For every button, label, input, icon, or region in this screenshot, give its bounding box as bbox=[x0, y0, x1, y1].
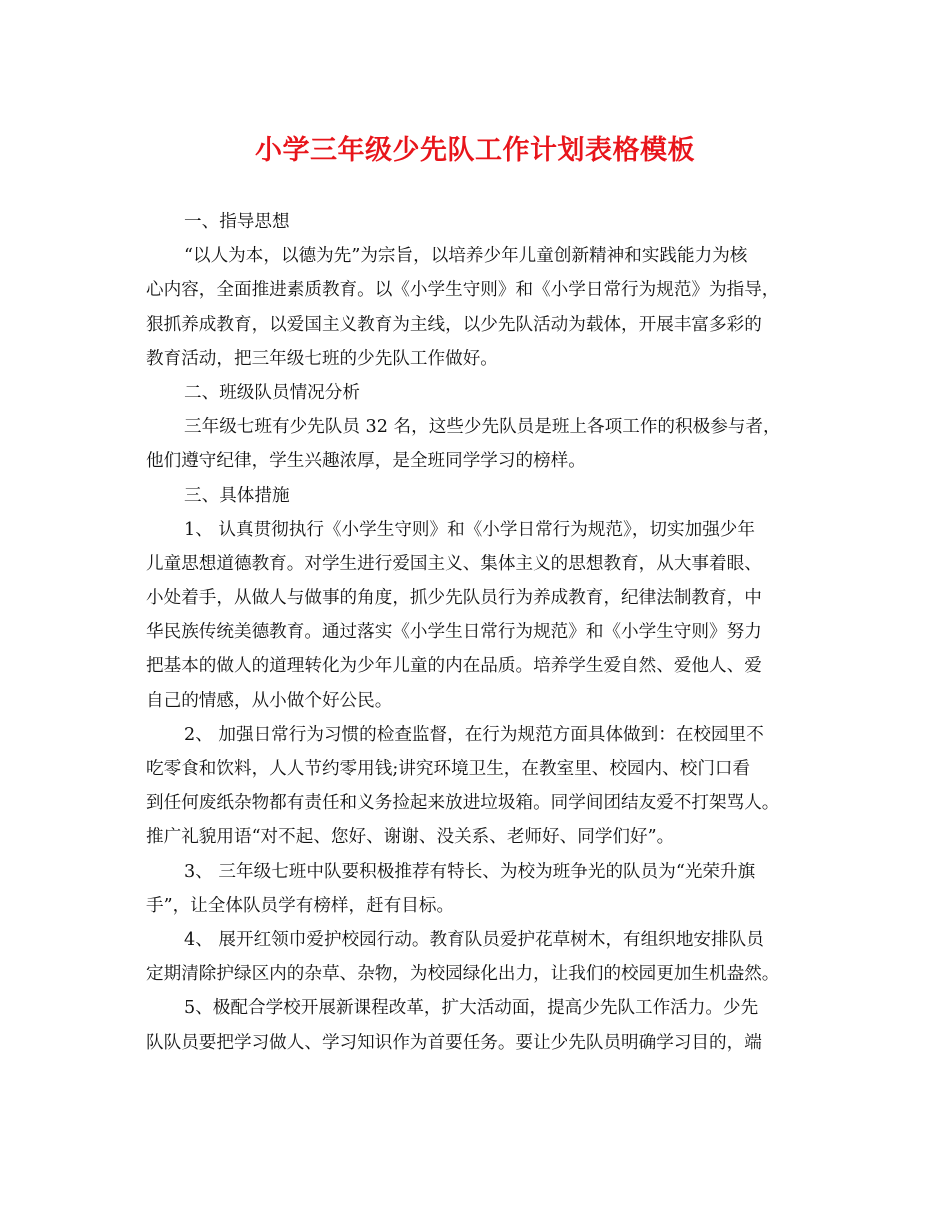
text-line: 4、 展开红领巾爱护校园行动。教育队员爱护花草树木，有组织地安排队员 bbox=[184, 929, 764, 950]
document-body bbox=[146, 205, 810, 1060]
text-line: 他们遵守纪律，学生兴趣浓厚，是全班同学学习的榜样。 bbox=[146, 451, 586, 472]
text-line: 小处着手，从做人与做事的角度，抓少先队员行为养成教育，纪律法制教育，中 bbox=[146, 588, 762, 609]
text-line: 三年级七班有少先队员 32 名，这些少先队员是班上各项工作的积极参与者， bbox=[184, 417, 781, 438]
text-line: 吃零食和饮料，人人节约零用钱;讲究环境卫生，在教室里、校园内、校门口看 bbox=[146, 759, 751, 779]
text-line: 把基本的做人的道理转化为少年儿童的内在品质。培养学生爱自然、爱他人、爱 bbox=[146, 656, 762, 677]
text-line: 一、指导思想 bbox=[184, 212, 290, 232]
text-line: 狠抓养成教育，以爱国主义教育为主线，以少先队活动为载体，开展丰富多彩的 bbox=[146, 314, 762, 335]
text-line: 到任何废纸杂物都有责任和义务捡起来放进垃圾箱。同学间团结友爱不打架骂人。 bbox=[146, 793, 780, 814]
text-line: 定期清除护绿区内的杂草、杂物，为校园绿化出力，让我们的校园更加生机盎然。 bbox=[146, 964, 780, 985]
text-line: 2、 加强日常行为习惯的检查监督，在行为规范方面具体做到：在校园里不 bbox=[184, 724, 764, 745]
text-line: 二、班级队员情况分析 bbox=[184, 382, 360, 403]
text-line: 三、具体措施 bbox=[184, 485, 290, 506]
text-line: 推广礼貌用语“对不起、您好、谢谢、没关系、老师好、同学们好”。 bbox=[146, 827, 675, 848]
text-line: 教育活动，把三年级七班的少先队工作做好。 bbox=[146, 348, 498, 369]
text-line: 儿童思想道德教育。对学生进行爱国主义、集体主义的思想教育，从大事着眼、 bbox=[146, 553, 762, 574]
document-title: 小学三年级少先队工作计划表格模板 bbox=[255, 135, 695, 166]
text-line: 1、 认真贯彻执行《小学生守则》和《小学日常行为规范》，切实加强少年 bbox=[184, 519, 755, 540]
text-line: 手”，让全体队员学有榜样，赶有目标。 bbox=[146, 895, 455, 916]
text-line: “以人为本，以德为先”为宗旨，以培养少年儿童创新精神和实践能力为核 bbox=[184, 246, 748, 267]
text-line: 3、 三年级七班中队要积极推荐有特长、为校为班争光的队员为“光荣升旗 bbox=[184, 861, 756, 882]
text-line: 心内容，全面推进素质教育。以《小学生守则》和《小学日常行为规范》为指导， bbox=[146, 280, 780, 301]
text-line: 队队员要把学习做人、学习知识作为首要任务。要让少先队员明确学习目的，端 bbox=[146, 1032, 762, 1053]
text-line: 自己的情感，从小做个好公民。 bbox=[146, 690, 393, 711]
text-line: 5、极配合学校开展新课程改革，扩大活动面，提高少先队工作活力。少先 bbox=[184, 998, 759, 1019]
text-line: 华民族传统美德教育。通过落实《小学生日常行为规范》和《小学生守则》努力 bbox=[146, 622, 762, 643]
